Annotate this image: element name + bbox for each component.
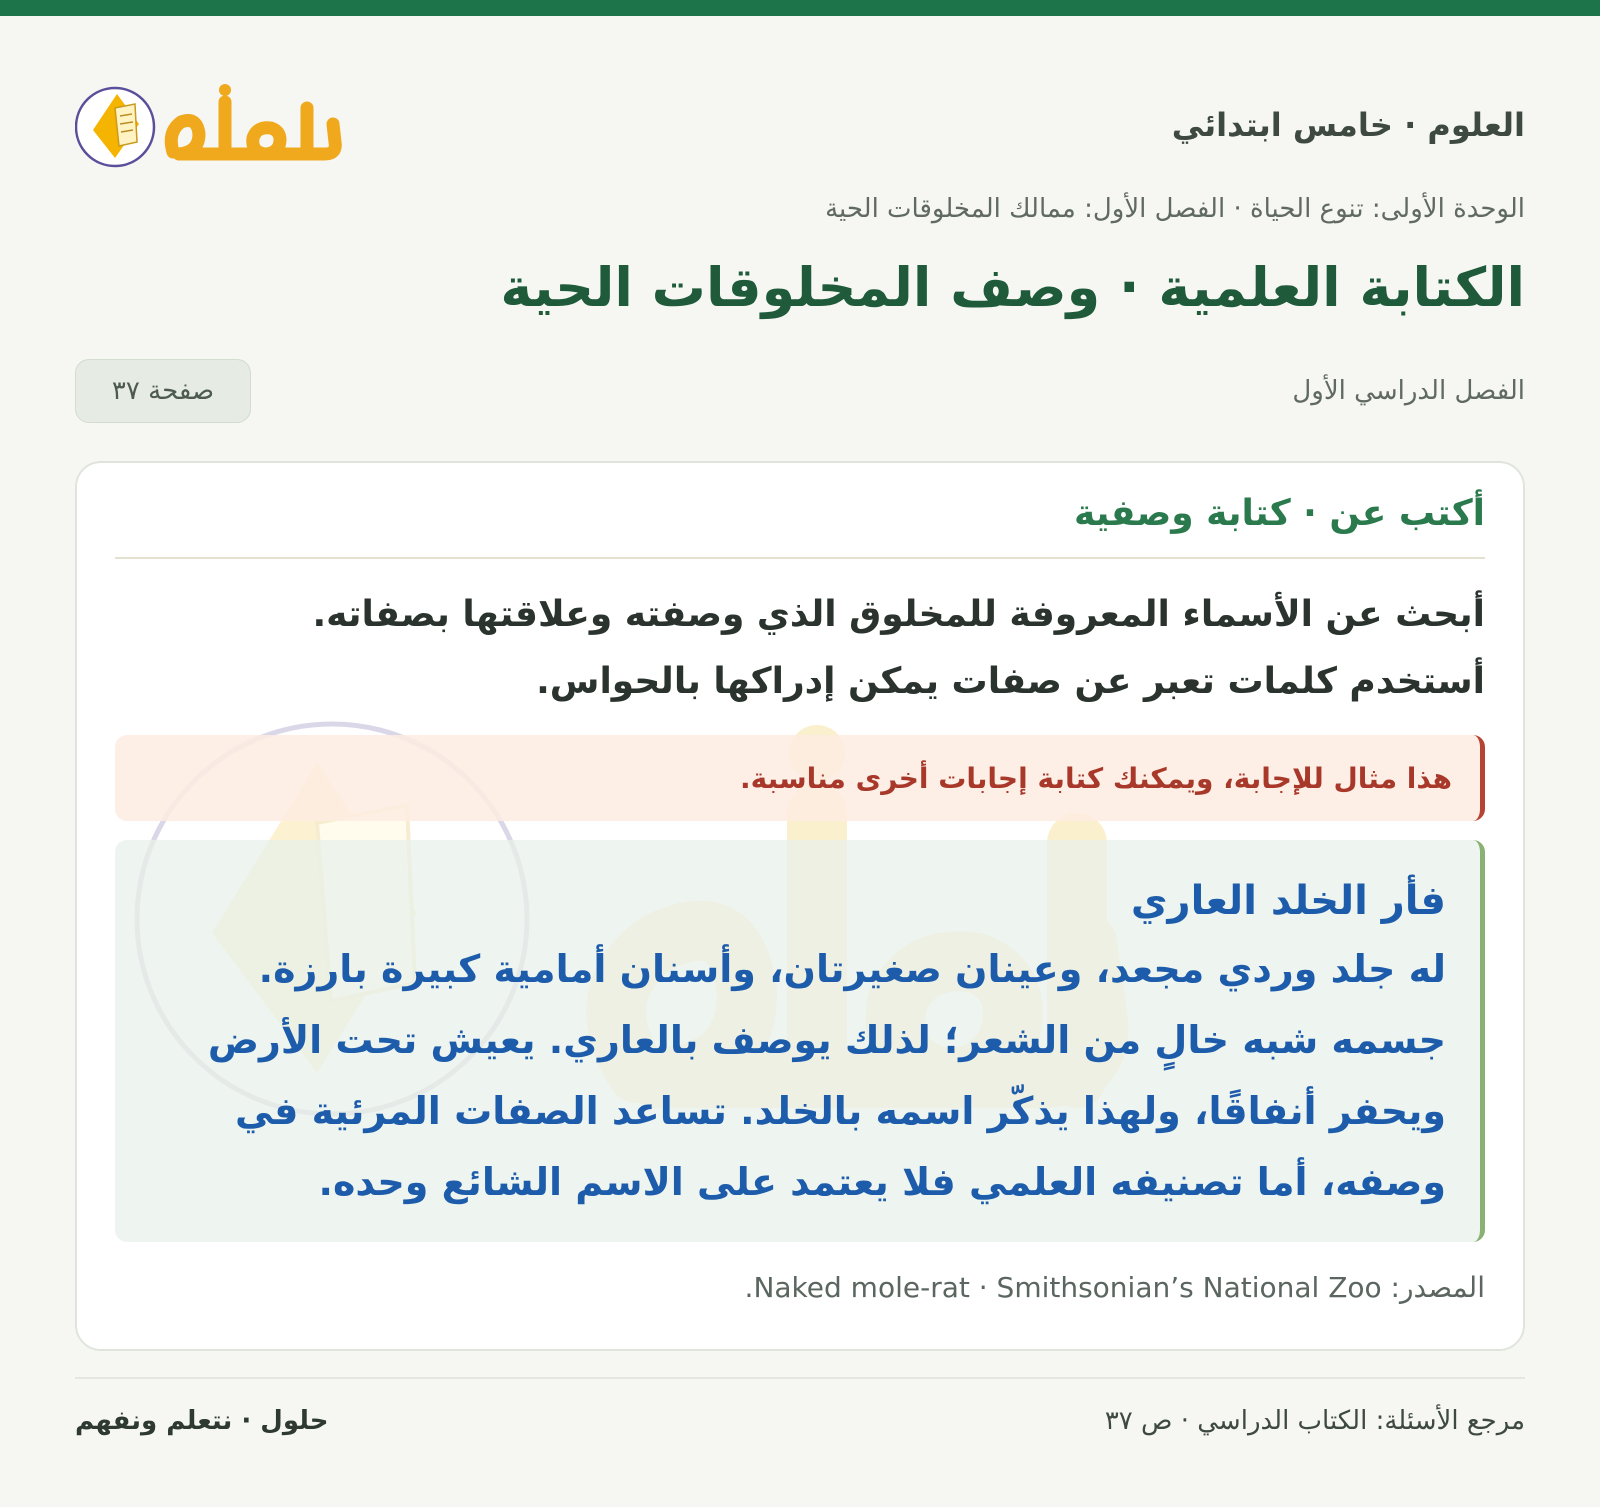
answer-body: له جلد وردي مجعد، وعينان صغيرتان، وأسنان أمامية كبيرة بارزة. جسمه شبه خالٍ من الشعر؛ لذلك يوصف بالعاري. يعيش تحت الأرض ويحفر أنفاقًا، ولهذا يذكّر اسمه بالخلد. تساعد الصفات المرئية في وصفه، أما تصنيفه العلمي فلا يعتمد على الاسم الشائع وحده. [207, 947, 1446, 1204]
term-label: الفصل الدراسي الأول [1292, 376, 1525, 406]
answer-note [115, 735, 1485, 821]
card-title: أكتب عن · كتابة وصفية [1074, 493, 1485, 534]
footer-brand: حلول · نتعلم ونفهم [75, 1406, 329, 1436]
exercise-card [75, 461, 1525, 1351]
question-line: أستخدم كلمات تعبر عن صفات يمكن إدراكها بالحواس. [536, 661, 1485, 702]
answer-title: فأر الخلد العاري [1130, 878, 1446, 924]
footer-reference: مرجع الأسئلة: الكتاب الدراسي · ص ٣٧ [1104, 1406, 1525, 1436]
source-citation: المصدر: Naked mole-rat · Smithsonian’s National Zoo. [744, 1271, 1485, 1304]
page-title: الكتابة العلمية · وصف المخلوقات الحية [500, 256, 1525, 319]
subject-title: العلوم · خامس ابتدائي [1171, 106, 1525, 144]
page-number-badge: صفحة ٣٧ [75, 359, 251, 423]
breadcrumb: الوحدة الأولى: تنوع الحياة · الفصل الأول: ممالك المخلوقات الحية [825, 194, 1525, 224]
divider [115, 557, 1485, 559]
question-text [115, 581, 1485, 715]
answer-note-text: هذا مثال للإجابة، ويمكنك كتابة إجابات أخرى مناسبة. [740, 761, 1452, 795]
model-answer [115, 840, 1485, 1242]
question-line: أبحث عن الأسماء المعروفة للمخلوق الذي وصفته وعلاقتها بصفاته. [312, 594, 1485, 635]
top-accent-bar [0, 0, 1600, 16]
header [75, 72, 1525, 182]
page [75, 16, 1525, 1507]
hulul-logo[interactable] [75, 72, 345, 182]
footer-divider [75, 1377, 1525, 1379]
